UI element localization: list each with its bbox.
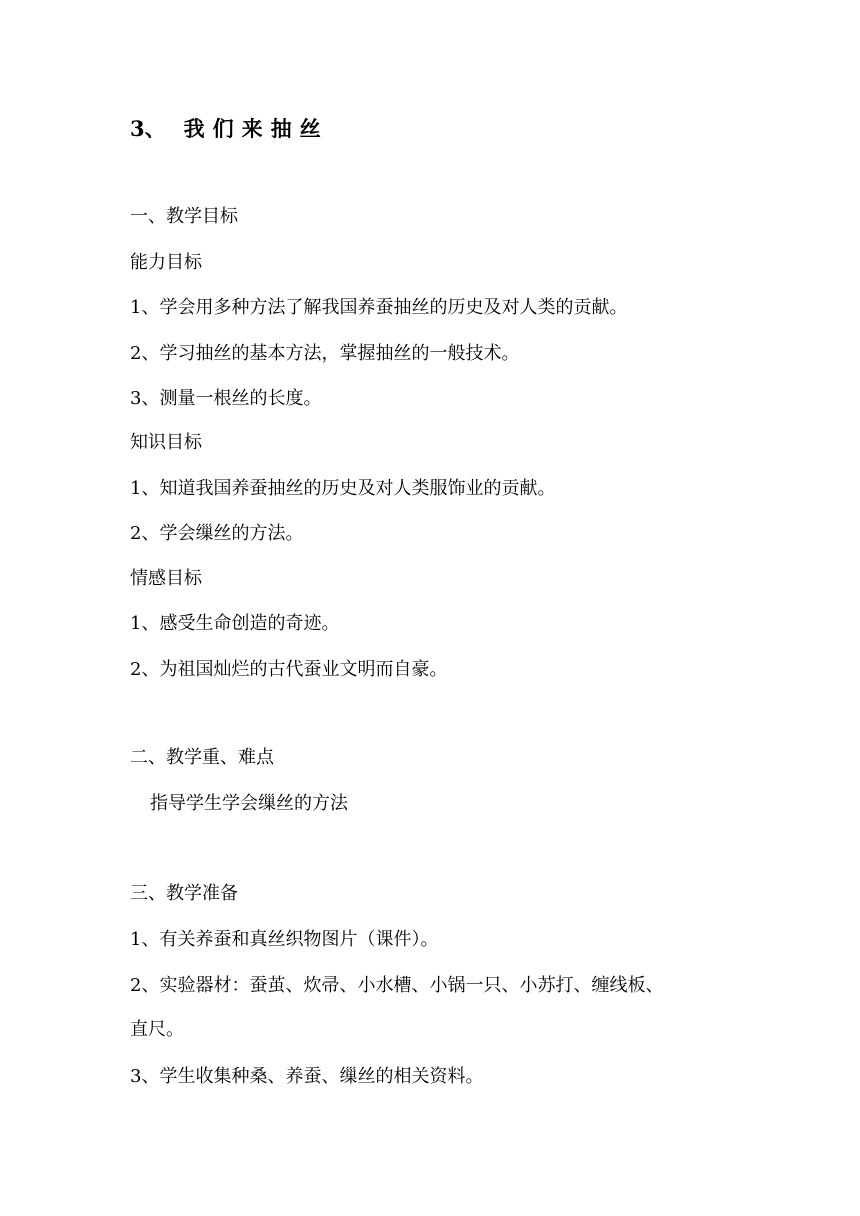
subheading-ability: 能力目标 (130, 252, 202, 273)
section-heading-objectives: 一、教学目标 (130, 206, 238, 227)
title-text: 我们来抽丝 (183, 116, 329, 141)
list-item: 2、为祖国灿烂的古代蚕业文明而自豪。 (130, 659, 448, 680)
key-points-content: 指导学生学会缫丝的方法 (150, 793, 348, 814)
list-item: 3、测量一根丝的长度。 (130, 388, 322, 409)
list-item-continuation: 直尺。 (130, 1019, 184, 1040)
list-item: 2、实验器材：蚕茧、炊帚、小水槽、小锅一只、小苏打、缠线板、 (130, 975, 664, 996)
list-item: 1、感受生命创造的奇迹。 (130, 613, 340, 634)
subheading-knowledge: 知识目标 (130, 432, 202, 453)
list-item: 3、学生收集种桑、养蚕、缫丝的相关资料。 (130, 1066, 484, 1087)
list-item: 2、学会缫丝的方法。 (130, 523, 304, 544)
subheading-emotion: 情感目标 (130, 568, 202, 589)
list-item: 1、有关养蚕和真丝织物图片（课件）。 (130, 929, 439, 950)
list-item: 2、学习抽丝的基本方法，掌握抽丝的一般技术。 (130, 343, 520, 364)
title-number: 3、 (130, 116, 166, 141)
list-item: 1、学会用多种方法了解我国养蚕抽丝的历史及对人类的贡献。 (130, 297, 628, 318)
section-heading-preparation: 三、教学准备 (130, 883, 238, 904)
list-item: 1、知道我国养蚕抽丝的历史及对人类服饰业的贡献。 (130, 478, 556, 499)
section-heading-key-points: 二、教学重、难点 (130, 747, 274, 768)
page-title (130, 114, 329, 144)
